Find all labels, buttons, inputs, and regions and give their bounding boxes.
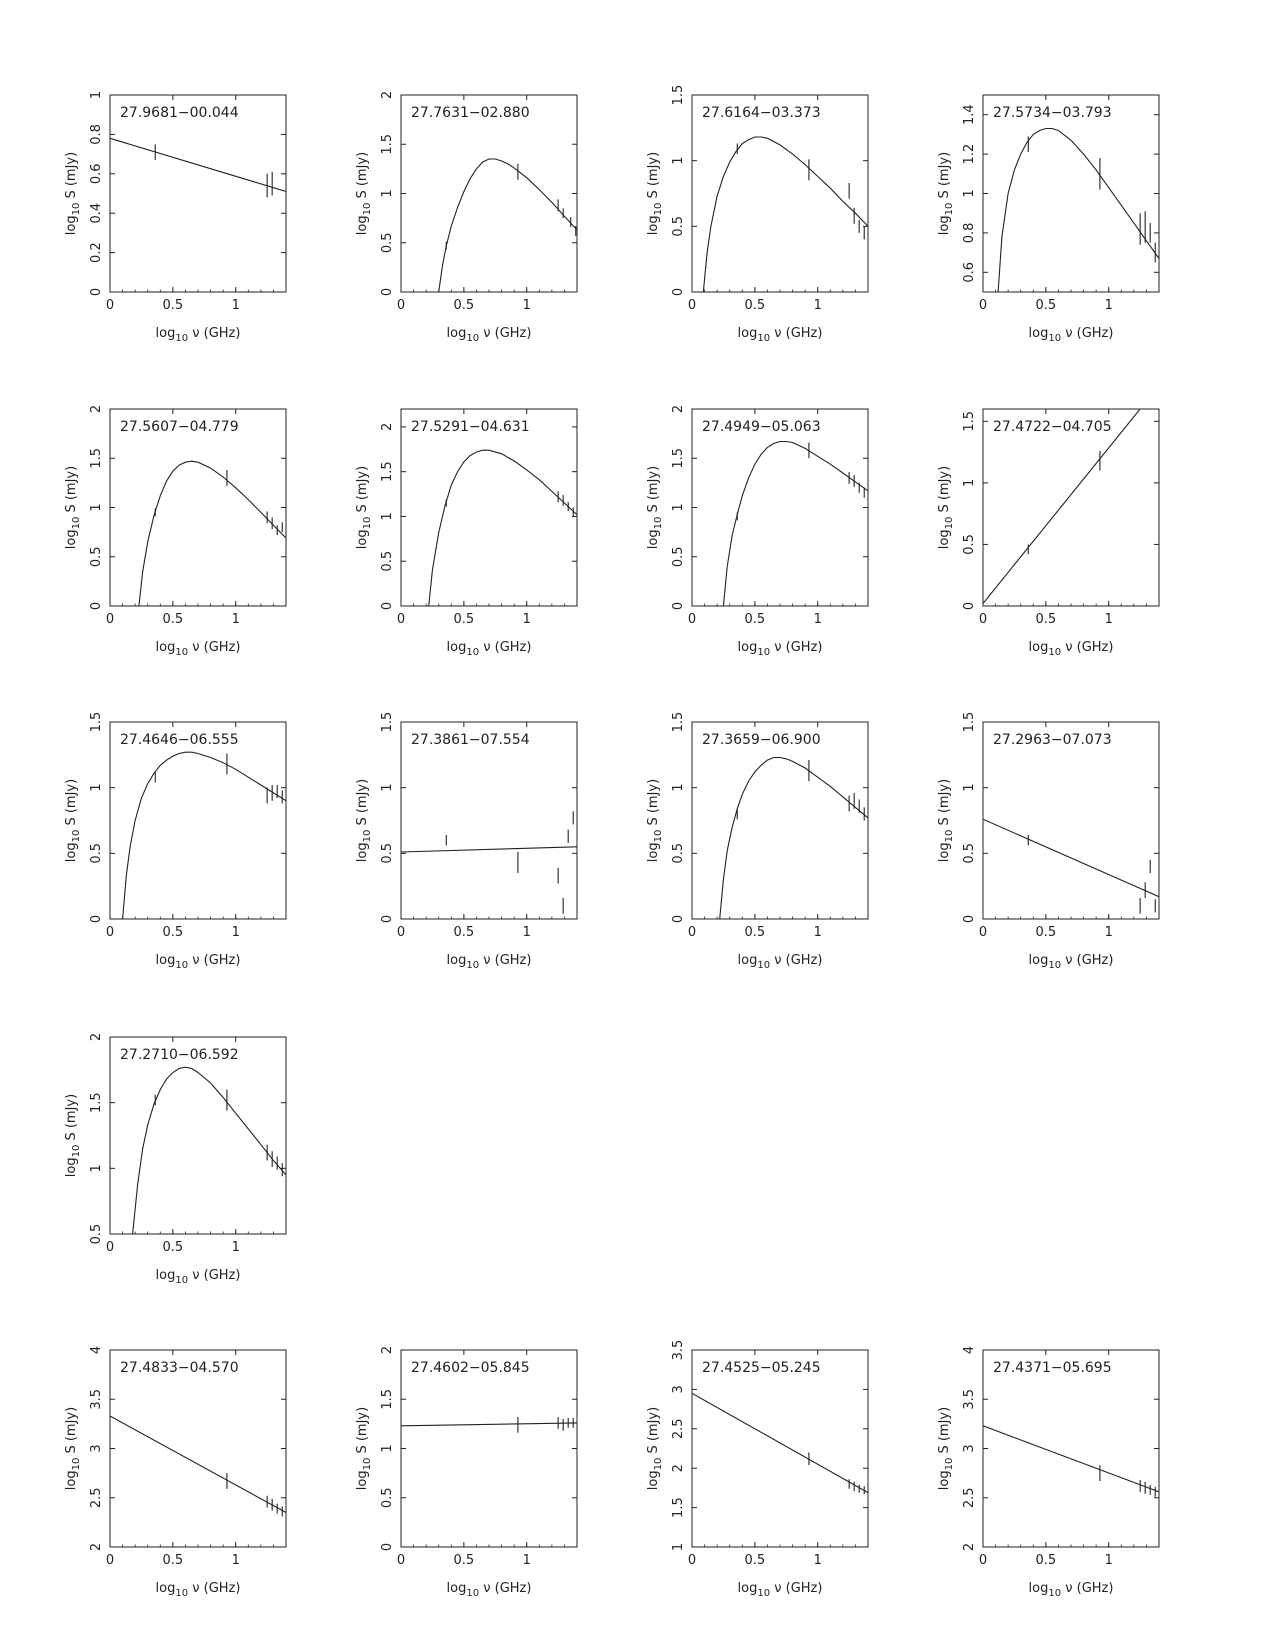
chart-svg (40, 401, 330, 671)
chart-panel (40, 87, 330, 357)
plot-frame (983, 1350, 1159, 1547)
y-axis-label: $\log_{10} S$ (mJy) (355, 1406, 373, 1491)
x-axis-label: $\log_{10} \nu$ (GHz) (1028, 326, 1114, 344)
fit-curve (429, 450, 577, 606)
y-tick-label: 2 (89, 1542, 104, 1552)
plot-frame (110, 1350, 286, 1547)
y-tick-label: 0.5 (89, 842, 104, 864)
y-tick-label: 1 (380, 783, 395, 792)
x-axis-label: $\log_{10} \nu$ (GHz) (155, 1268, 241, 1286)
y-tick-label: 1.5 (89, 1092, 104, 1114)
y-tick-label: 3.5 (671, 1339, 686, 1361)
y-tick-label: 1.5 (89, 447, 104, 469)
y-tick-label: 1 (89, 783, 104, 792)
x-tick-label: 0 (978, 925, 988, 940)
y-tick-label: 1 (962, 783, 977, 792)
y-tick-label: 0.5 (89, 1223, 104, 1245)
chart-title: 27.4833−04.570 (120, 1360, 239, 1376)
y-tick-label: 0.5 (380, 842, 395, 864)
x-tick-label: 0 (978, 298, 988, 313)
y-tick-label: 1 (380, 189, 395, 198)
y-tick-label: 2 (89, 1032, 104, 1042)
x-tick-label: 1 (231, 1240, 240, 1255)
y-tick-label: 4 (962, 1345, 977, 1355)
x-tick-label: 0 (396, 925, 406, 940)
y-tick-label: 3 (962, 1444, 977, 1453)
plot-frame (110, 95, 286, 292)
y-axis-label: $\log_{10} S$ (mJy) (355, 151, 373, 236)
y-tick-label: 1 (962, 478, 977, 488)
y-tick-label: 0 (671, 914, 686, 924)
x-tick-label: 0 (978, 612, 988, 627)
x-tick-label: 1 (522, 298, 531, 313)
chart-svg (40, 711, 330, 984)
chart-svg (40, 1342, 330, 1612)
y-tick-label: 1.5 (671, 84, 686, 106)
x-tick-label: 0.5 (744, 925, 766, 940)
x-tick-label: 1 (813, 612, 822, 627)
x-tick-label: 0 (687, 1553, 697, 1568)
x-tick-label: 0.5 (744, 1553, 766, 1568)
chart-panel (331, 87, 621, 357)
x-axis-label: $\log_{10} \nu$ (GHz) (446, 640, 532, 658)
chart-svg (331, 711, 621, 984)
y-tick-label: 1.4 (962, 104, 977, 126)
x-tick-label: 0 (687, 925, 697, 940)
x-axis-label: $\log_{10} \nu$ (GHz) (737, 326, 823, 344)
chart-title: 27.4949−05.063 (702, 419, 821, 435)
fit-curve (692, 1393, 868, 1492)
chart-svg (913, 711, 1203, 984)
x-axis-label: $\log_{10} \nu$ (GHz) (155, 640, 241, 658)
chart-svg (913, 87, 1203, 357)
chart-svg (331, 1342, 621, 1612)
y-tick-label: 0 (380, 1542, 395, 1552)
plot-frame (110, 722, 286, 919)
y-tick-label: 0.5 (671, 842, 686, 864)
fit-curve (720, 758, 868, 920)
chart-panel (622, 401, 912, 671)
plot-frame (692, 409, 868, 606)
x-tick-label: 1 (1104, 612, 1113, 627)
x-tick-label: 0.5 (1035, 1553, 1057, 1568)
x-tick-label: 1 (813, 1553, 822, 1568)
y-tick-label: 0.8 (89, 124, 104, 145)
y-tick-label: 3 (89, 1444, 104, 1453)
y-tick-label: 0.5 (380, 1487, 395, 1509)
chart-panel (331, 1342, 621, 1612)
y-tick-label: 2 (380, 422, 395, 432)
y-tick-label: 0 (380, 287, 395, 297)
y-tick-label: 0 (380, 914, 395, 924)
y-axis-label: $\log_{10} S$ (mJy) (646, 778, 664, 863)
y-tick-label: 3 (671, 1385, 686, 1394)
plot-frame (110, 1037, 286, 1234)
y-tick-label: 2.5 (962, 1487, 977, 1509)
y-tick-label: 0 (380, 601, 395, 611)
chart-title: 27.4602−05.845 (411, 1360, 530, 1376)
x-axis-label: $\log_{10} \nu$ (GHz) (737, 1581, 823, 1599)
chart-title: 27.4371−05.695 (993, 1360, 1112, 1376)
y-tick-label: 2 (89, 404, 104, 414)
y-tick-label: 1 (380, 1444, 395, 1453)
y-axis-label: $\log_{10} S$ (mJy) (64, 465, 82, 550)
chart-svg (913, 1342, 1203, 1612)
y-tick-label: 0.8 (962, 222, 977, 244)
x-axis-label: $\log_{10} \nu$ (GHz) (1028, 953, 1114, 971)
y-tick-label: 1.5 (671, 447, 686, 469)
x-tick-label: 0 (105, 612, 115, 627)
chart-svg (622, 711, 912, 984)
x-tick-label: 0.5 (162, 1240, 184, 1255)
x-tick-label: 0 (978, 1553, 988, 1568)
plot-frame (401, 95, 577, 292)
y-tick-label: 0 (89, 914, 104, 924)
chart-panel (40, 1342, 330, 1612)
y-tick-label: 1.2 (962, 143, 977, 165)
y-tick-label: 2 (380, 90, 395, 100)
y-axis-label: $\log_{10} S$ (mJy) (64, 1093, 82, 1178)
x-axis-label: $\log_{10} \nu$ (GHz) (446, 1581, 532, 1599)
y-tick-label: 0.5 (380, 232, 395, 254)
chart-panel (331, 401, 621, 671)
x-tick-label: 0.5 (1035, 612, 1057, 627)
y-tick-label: 1.5 (962, 410, 977, 432)
x-tick-label: 0.5 (453, 298, 475, 313)
y-tick-label: 2 (671, 1464, 686, 1473)
fit-curve (703, 137, 868, 292)
chart-title: 27.4646−06.555 (120, 732, 239, 748)
y-tick-label: 1 (671, 1542, 686, 1552)
x-axis-label: $\log_{10} \nu$ (GHz) (1028, 640, 1114, 658)
x-tick-label: 0.5 (162, 612, 184, 627)
chart-svg (331, 87, 621, 357)
chart-panel (331, 711, 621, 984)
y-axis-label: $\log_{10} S$ (mJy) (646, 1406, 664, 1491)
plot-frame (983, 722, 1159, 919)
y-tick-label: 0.5 (89, 546, 104, 568)
x-tick-label: 0 (687, 298, 697, 313)
fit-curve (983, 409, 1140, 604)
y-tick-label: 0 (962, 601, 977, 611)
chart-svg (622, 1339, 912, 1612)
y-tick-label: 1.5 (671, 1497, 686, 1518)
fit-curve (110, 1416, 286, 1513)
chart-title: 27.2963−07.073 (993, 732, 1112, 748)
y-axis-label: $\log_{10} S$ (mJy) (937, 465, 955, 550)
x-tick-label: 0.5 (453, 1553, 475, 1568)
chart-title: 27.5734−03.793 (993, 105, 1112, 121)
y-axis-label: $\log_{10} S$ (mJy) (937, 151, 955, 236)
y-tick-label: 0.5 (962, 534, 977, 555)
y-tick-label: 1.5 (380, 1388, 395, 1410)
y-tick-label: 1.5 (89, 711, 104, 733)
y-axis-label: $\log_{10} S$ (mJy) (64, 1406, 82, 1491)
x-tick-label: 0.5 (162, 1553, 184, 1568)
y-axis-label: $\log_{10} S$ (mJy) (64, 778, 82, 863)
y-tick-label: 1 (89, 90, 104, 100)
y-tick-label: 1 (671, 783, 686, 792)
fit-curve (998, 129, 1159, 293)
y-tick-label: 1.5 (380, 133, 395, 155)
chart-panel (622, 711, 912, 984)
x-tick-label: 0.5 (744, 612, 766, 627)
y-tick-label: 0.2 (89, 242, 104, 263)
x-tick-label: 0 (396, 298, 406, 313)
x-tick-label: 1 (1104, 1553, 1113, 1568)
x-axis-label: $\log_{10} \nu$ (GHz) (155, 1581, 241, 1599)
y-tick-label: 3.5 (89, 1388, 104, 1410)
fit-curve (133, 1067, 286, 1234)
chart-title: 27.5607−04.779 (120, 419, 239, 435)
y-tick-label: 1 (89, 1164, 104, 1173)
x-tick-label: 0.5 (744, 298, 766, 313)
x-tick-label: 0 (105, 298, 115, 313)
chart-panel (622, 84, 912, 357)
y-tick-label: 1 (671, 156, 686, 165)
x-axis-label: $\log_{10} \nu$ (GHz) (1028, 1581, 1114, 1599)
y-axis-label: $\log_{10} S$ (mJy) (64, 151, 82, 236)
x-tick-label: 0.5 (453, 612, 475, 627)
y-tick-label: 1.5 (962, 711, 977, 733)
chart-svg (40, 1029, 330, 1299)
chart-title: 27.4525−05.245 (702, 1360, 821, 1376)
y-tick-label: 2.5 (671, 1418, 686, 1440)
chart-panel (622, 1339, 912, 1612)
chart-panel (40, 1029, 330, 1299)
x-tick-label: 1 (1104, 925, 1113, 940)
x-tick-label: 1 (1104, 298, 1113, 313)
fit-curve (983, 819, 1159, 897)
x-axis-label: $\log_{10} \nu$ (GHz) (737, 953, 823, 971)
chart-svg (331, 401, 621, 671)
y-tick-label: 0 (671, 601, 686, 611)
y-tick-label: 1 (89, 503, 104, 512)
x-tick-label: 0 (396, 612, 406, 627)
chart-title: 27.3659−06.900 (702, 732, 821, 748)
y-tick-label: 0 (671, 287, 686, 297)
x-axis-label: $\log_{10} \nu$ (GHz) (155, 953, 241, 971)
y-axis-label: $\log_{10} S$ (mJy) (937, 778, 955, 863)
chart-panel (913, 711, 1203, 984)
x-tick-label: 1 (231, 925, 240, 940)
y-tick-label: 0.5 (671, 546, 686, 568)
y-tick-label: 0.6 (89, 163, 104, 185)
chart-title: 27.2710−06.592 (120, 1047, 239, 1063)
fit-curve (723, 442, 868, 607)
y-tick-label: 2 (380, 1345, 395, 1355)
y-axis-label: $\log_{10} S$ (mJy) (646, 465, 664, 550)
x-tick-label: 0 (396, 1553, 406, 1568)
chart-panel (913, 401, 1203, 671)
y-tick-label: 0.6 (962, 261, 977, 283)
y-tick-label: 2 (962, 1542, 977, 1552)
fit-curve (401, 847, 577, 852)
x-tick-label: 1 (813, 298, 822, 313)
chart-svg (622, 401, 912, 671)
chart-svg (622, 84, 912, 357)
y-axis-label: $\log_{10} S$ (mJy) (355, 465, 373, 550)
y-tick-label: 0 (89, 287, 104, 297)
x-axis-label: $\log_{10} \nu$ (GHz) (737, 640, 823, 658)
x-tick-label: 1 (231, 298, 240, 313)
plot-frame (401, 1350, 577, 1547)
x-tick-label: 0 (105, 925, 115, 940)
chart-title: 27.5291−04.631 (411, 419, 530, 435)
y-axis-label: $\log_{10} S$ (mJy) (646, 151, 664, 236)
y-tick-label: 0 (89, 601, 104, 611)
plot-frame (110, 409, 286, 606)
y-tick-label: 3.5 (962, 1388, 977, 1410)
y-tick-label: 0 (962, 914, 977, 924)
chart-svg (913, 401, 1203, 671)
y-tick-label: 1.5 (380, 711, 395, 733)
x-axis-label: $\log_{10} \nu$ (GHz) (446, 326, 532, 344)
y-axis-label: $\log_{10} S$ (mJy) (355, 778, 373, 863)
y-tick-label: 1.5 (380, 461, 395, 483)
x-tick-label: 1 (522, 612, 531, 627)
y-tick-label: 0.5 (380, 550, 395, 572)
y-tick-label: 1 (962, 189, 977, 198)
x-tick-label: 0 (687, 612, 697, 627)
fit-curve (439, 159, 577, 292)
x-tick-label: 0.5 (162, 298, 184, 313)
plot-frame (401, 409, 577, 606)
y-tick-label: 0.5 (962, 842, 977, 864)
y-tick-label: 4 (89, 1345, 104, 1355)
plot-frame (401, 722, 577, 919)
plot-frame (692, 1350, 868, 1547)
y-tick-label: 0.4 (89, 202, 104, 224)
x-tick-label: 0.5 (1035, 298, 1057, 313)
fit-curve (401, 1423, 577, 1426)
y-tick-label: 2 (671, 404, 686, 414)
fit-curve (110, 138, 286, 191)
x-axis-label: $\log_{10} \nu$ (GHz) (155, 326, 241, 344)
chart-svg (40, 87, 330, 357)
y-tick-label: 1 (380, 512, 395, 521)
plot-frame (692, 722, 868, 919)
plot-frame (983, 95, 1159, 292)
x-tick-label: 1 (231, 1553, 240, 1568)
x-tick-label: 0 (105, 1553, 115, 1568)
x-tick-label: 0 (105, 1240, 115, 1255)
fit-curve (983, 1426, 1159, 1492)
fit-curve (123, 752, 286, 919)
x-tick-label: 0.5 (1035, 925, 1057, 940)
chart-panel (40, 711, 330, 984)
x-tick-label: 0.5 (453, 925, 475, 940)
chart-title: 27.9681−00.044 (120, 105, 239, 121)
y-tick-label: 1.5 (671, 711, 686, 733)
x-tick-label: 1 (522, 1553, 531, 1568)
fit-curve (139, 461, 286, 606)
plot-frame (983, 409, 1159, 606)
y-axis-label: $\log_{10} S$ (mJy) (937, 1406, 955, 1491)
y-tick-label: 1 (671, 503, 686, 512)
y-tick-label: 0.5 (671, 215, 686, 237)
y-tick-label: 2.5 (89, 1487, 104, 1509)
x-axis-label: $\log_{10} \nu$ (GHz) (446, 953, 532, 971)
chart-panel (913, 1342, 1203, 1612)
chart-title: 27.3861−07.554 (411, 732, 530, 748)
x-tick-label: 1 (522, 925, 531, 940)
chart-panel (40, 401, 330, 671)
x-tick-label: 0.5 (162, 925, 184, 940)
chart-title: 27.6164−03.373 (702, 105, 821, 121)
x-tick-label: 1 (231, 612, 240, 627)
chart-panel (913, 87, 1203, 357)
chart-title: 27.7631−02.880 (411, 105, 530, 121)
chart-title: 27.4722−04.705 (993, 419, 1112, 435)
x-tick-label: 1 (813, 925, 822, 940)
